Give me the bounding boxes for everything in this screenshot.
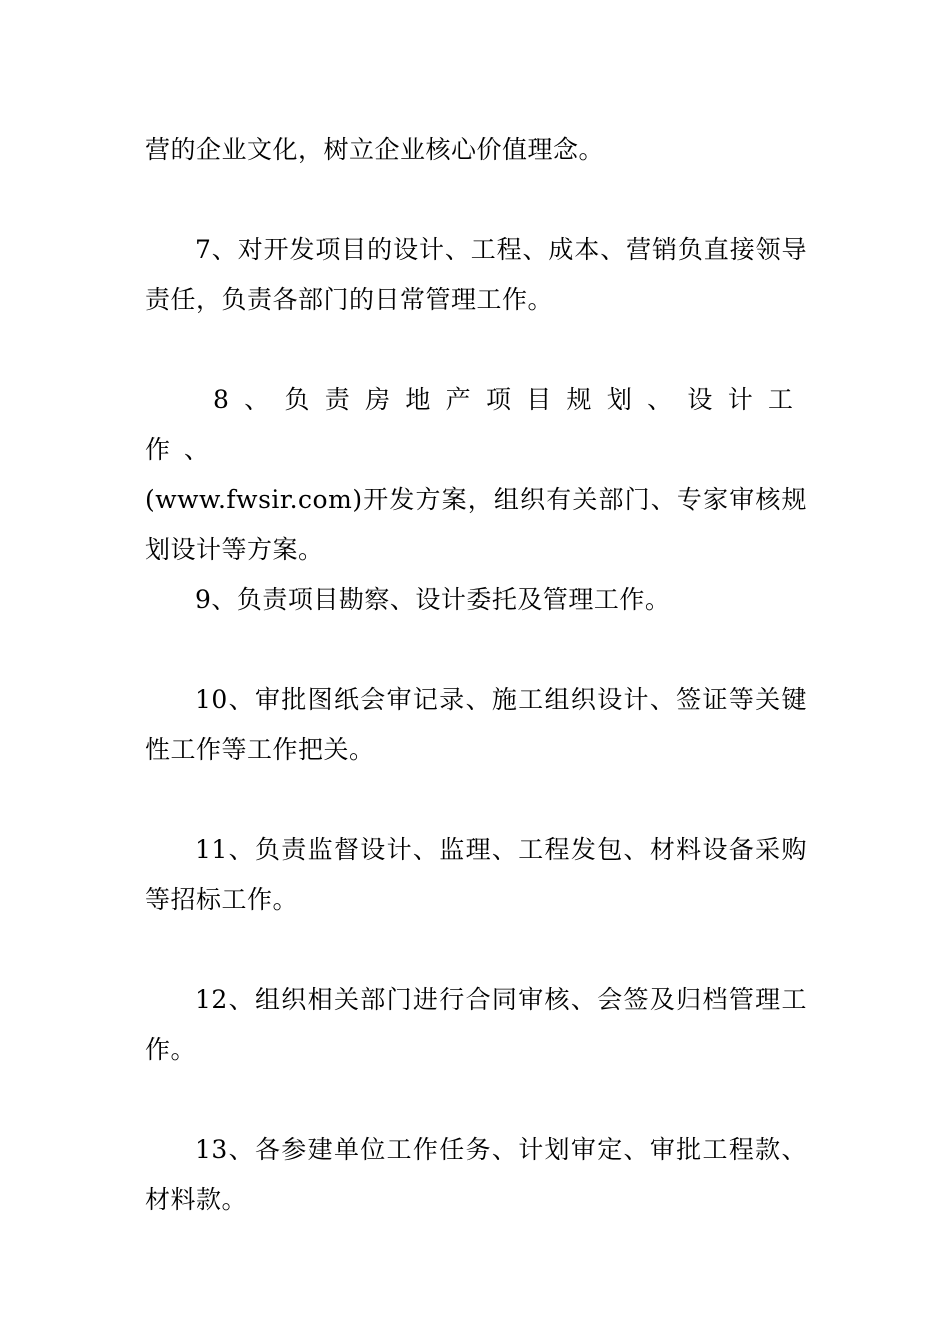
paragraph-item-13: 13、各参建单位工作任务、计划审定、审批工程款、材料款。 [145,1135,807,1214]
paragraph-item-11: 11、负责监督设计、监理、工程发包、材料设备采购等招标工作。 [145,835,807,914]
paragraph-item-10: 10、审批图纸会审记录、施工组织设计、签证等关键性工作等工作把关。 [145,685,807,764]
paragraph-item-8-rest: (www.fwsir.com)开发方案，组织有关部门、专家审核规划设计等方案。 [145,485,807,564]
paragraph-item-8 [145,375,807,575]
paragraph-continued: 营的企业文化，树立企业核心价值理念。 [145,135,605,164]
paragraph-item-9: 9、负责项目勘察、设计委托及管理工作。 [195,585,671,614]
paragraph-item-8-line-1: 8、负责房地产项目规划、设计工作、 [145,385,807,464]
paragraph-item-7: 7、对开发项目的设计、工程、成本、营销负直接领导责任，负责各部门的日常管理工作。 [145,235,807,314]
paragraph-item-12: 12、组织相关部门进行合同审核、会签及归档管理工作。 [145,985,807,1064]
